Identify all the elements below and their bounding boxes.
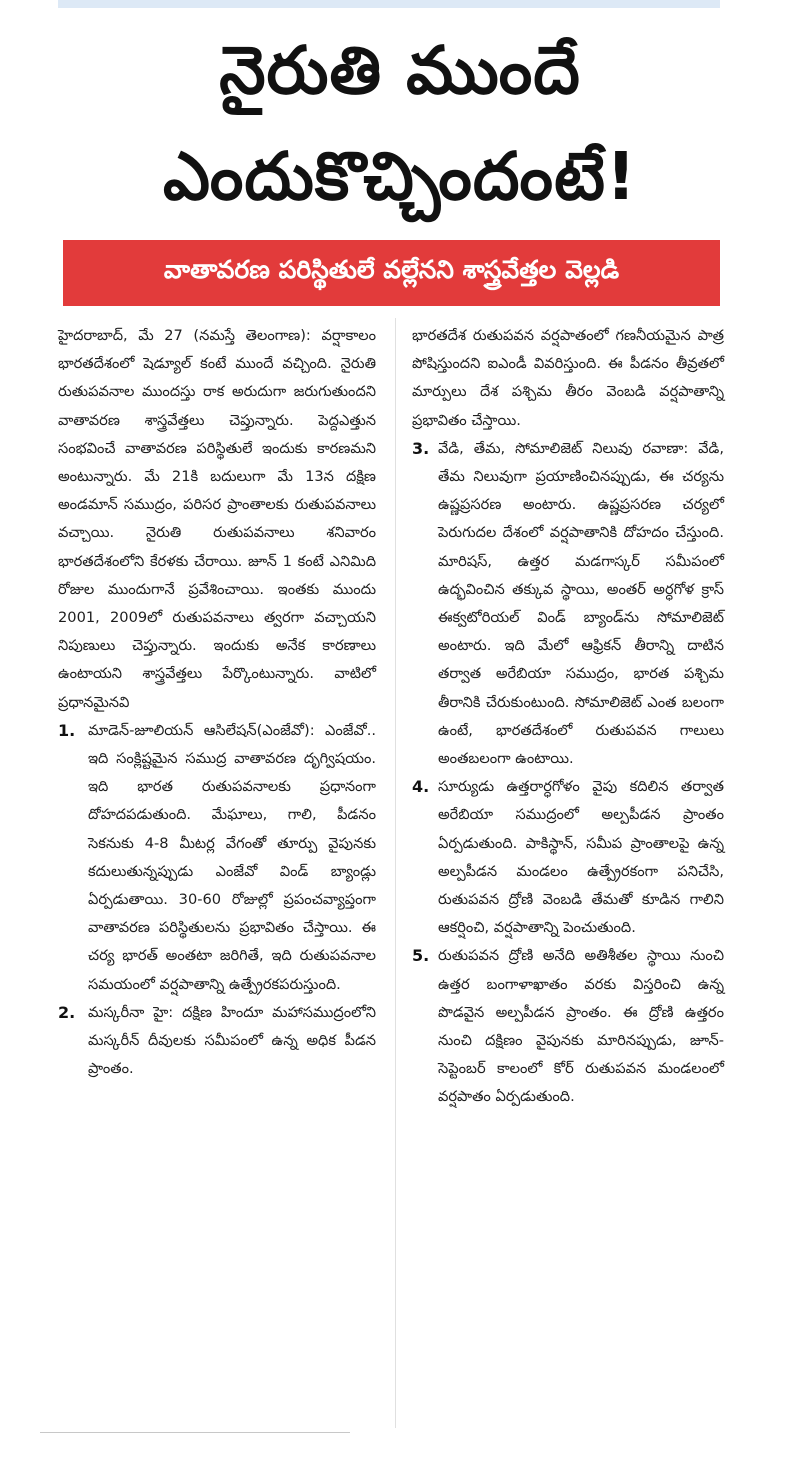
item-text: సూర్యుడు ఉత్తరార్ధగోళం వైపు కదిలిన తర్వాత అరేబియా సముద్రంలో అల్పపీడన ప్రాంతం ఏర్పడుతుంది. పాకిస్థాన్, సమీప ప్రాంతాలపై ఉన్న అల్పపీడన మండలం ఉత్ప్రేరకంగా పనిచేసి, రుతుపవన ద్రోణి వెంబడి తేమతో కూడిన గాలిని ఆకర్షించి, వర్షపాతాన్ని పెంచుతుంది. (438, 778, 724, 937)
left-column (58, 322, 376, 1083)
list-item-2 (58, 999, 376, 1084)
headline (50, 18, 750, 230)
item-text: మాడెన్-జూలియన్ ఆసిలేషన్(ఎంజేవో): ఎంజేవో.. ఇది సంక్లిష్టమైన సముద్ర వాతావరణ దృగ్విషయం. ఇది భారత రుతుపవనాలకు ప్రధానంగా దోహదపడుతుంది. మేఘాలు, గాలి, పీడనం సెకనుకు 4-8 మీటర్ల వేగంతో తూర్పు వైపునకు కదులుతున్నప్పుడు ఎంజేవో విండ్ బ్యాండ్లు ఏర్పడుతాయి. 30-60 రోజుల్లో ప్రపంచవ్యాప్తంగా వాతావరణ పరిస్థితులను ప్రభావితం చేస్తాయి. ఈ చర్య భారత్ అంతటా జరిగితే, ఇది రుతుపవనాల సమయంలో వర్షపాతాన్ని ఉత్ప్రేరకపరుస్తుంది. (88, 721, 376, 993)
item-number: 3. (412, 438, 430, 458)
column-divider (395, 318, 396, 1428)
item-text: వేడి, తేమ, సోమాలిజెట్ నిలువు రవాణా: వేడి, తేమ నిలువుగా ప్రయాణించినప్పుడు, ఈ చర్యను ఉష్ణప్రసరణ అంటారు. ఉష్ణప్రసరణ చర్యలో పెరుగుదల దేశంలో వర్షపాతానికి దోహదం చేస్తుంది. మారిషస్, ఉత్తర మడగాస్కర్ సమీపంలో ఉద్భవించిన తక్కువ స్థాయి, అంతర్ అర్ధగోళ క్రాస్ ఈక్వటోరియల్ విండ్ బ్యాండ్‌ను సోమాలిజెట్ అంటారు. ఇది మేలో ఆఫ్రికన్ తీరాన్ని దాటిన తర్వాత అరేబియా సముద్రం, భారత పశ్చిమ తీరానికి చేరుకుంటుంది. సోమాలిజెట్ ఎంత బలంగా ఉంటే, భారతదేశంలో రుతుపవన గాలులు అంతబలంగా ఉంటాయి. (438, 439, 724, 768)
subheadline: వాతావరణ పరిస్థితులే వల్లేనని శాస్త్రవేత్తల వెల్లడి (163, 255, 620, 284)
list-item-5 (412, 942, 724, 1111)
headline-line-2: ఎందుకొచ్చిందంటే! (162, 138, 638, 215)
list-item-1 (58, 717, 376, 999)
list-item-4 (412, 773, 724, 942)
item-number: 2. (58, 1002, 76, 1022)
item-number: 4. (412, 777, 430, 797)
item-number: 1. (58, 720, 76, 740)
list-item-3 (412, 435, 724, 773)
item-number: 5. (412, 946, 430, 966)
item-text: మస్కరీనా హై: దక్షిణ హిందూ మహాసముద్రంలోని మస్కరీన్ దీవులకు సమీపంలో ఉన్న అధిక పీడన ప్రాంతం. (88, 1003, 376, 1078)
intro-paragraph: హైదరాబాద్, మే 27 (నమస్తే తెలంగాణ): వర్షాకాలం భారతదేశంలో షెడ్యూల్ కంటే ముందే వచ్చింది. నైరుతి రుతుపవనాల ముందస్తు రాక అరుదుగా జరుగుతుందని వాతావరణ శాస్త్రవేత్తలు చెప్తున్నారు. పెద్దఎత్తున సంభవించే వాతావరణ పరిస్థితులే ఇందుకు కారణమని అంటున్నారు. మే 21కి బదులుగా మే 13న దక్షిణ అండమాన్ సముద్రం, పరిసర ప్రాంతాలకు రుతుపవనాలు వచ్చాయి. నైరుతి రుతుపవనాలు శనివారం భారతదేశంలోని కేరళకు చేరాయి. జూన్ 1 కంటే ఎనిమిది రోజుల ముందుగానే ప్రవేశించాయి. ఇంతకు ముందు 2001, 2009లో రుతుపవనాలు త్వరగా వచ్చాయని నిపుణులు చెప్తున్నారు. ఇందుకు అనేక కారణాలు ఉంటాయని శాస్త్రవేత్తలు పేర్కొంటున్నారు. వాటిలో ప్రధానమైనవి (58, 327, 376, 711)
bottom-rule (40, 1432, 350, 1433)
subheadline-banner (63, 240, 720, 306)
continuation-paragraph: భారతదేశ రుతుపవన వర్షపాతంలో గణనీయమైన పాత్ర పోషిస్తుందని ఐఎండీ వివరిస్తుంది. ఈ పీడనం తీవ్రతలో మార్పులు దేశ పశ్చిమ తీరం వెంబడి వర్షపాతాన్ని ప్రభావితం చేస్తాయి. (412, 327, 724, 429)
right-column (412, 322, 724, 1112)
item-text: రుతుపవన ద్రోణి అనేది అతిశీతల స్థాయి నుంచి ఉత్తర బంగాళాఖాతం వరకు విస్తరించి ఉన్న పొడవైన అల్పపీడన ప్రాంతం. ఈ ద్రోణి ఉత్తరం నుంచి దక్షిణం వైపునకు మారినప్పుడు, జూన్-సెప్టెంబర్ కాలంలో కోర్ రుతుపవన మండలంలో వర్షపాతం ఏర్పడుతుంది. (438, 947, 724, 1106)
top-strip (58, 0, 720, 8)
headline-line-1: నైరుతి ముందే (219, 32, 581, 109)
